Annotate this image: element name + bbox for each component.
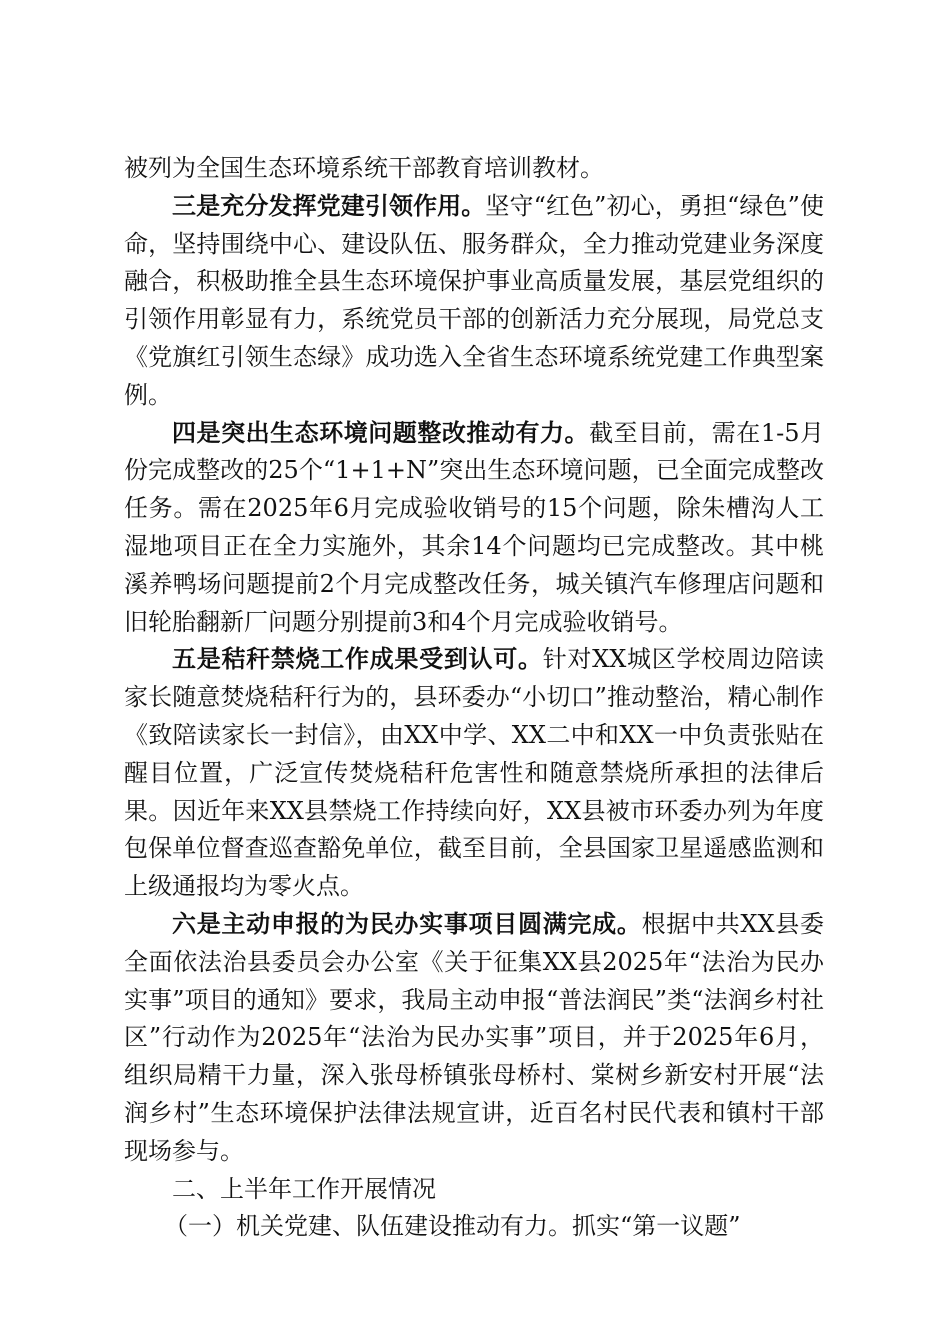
- section-heading: 二、上半年工作开展情况: [172, 1174, 436, 1203]
- document-body: [124, 150, 824, 1246]
- item-lead-6: 六是主动申报的为民办实事项目圆满完成。: [172, 909, 642, 938]
- subsection-heading: （一）机关党建、队伍建设推动有力。抓实“第一议题”: [164, 1212, 741, 1241]
- item-body-6: 根据中共XX县委全面依法治县委员会办公室《关于征集XX县2025年“法治为民办实事”项目的通知》要求，我局主动申报“普法润民”类“法润乡村社区”行动作为2025年“法治为民办实事”项目，并于2025年6月，组织局精干力量，深入张母桥镇张母桥村、棠树乡新安村开展“法润乡村”生态环境保护法律法规宣讲，近百名村民代表和镇村干部现场参与。: [124, 909, 825, 1165]
- item-lead-3: 三是充分发挥党建引领作用。: [172, 191, 486, 220]
- item-paragraph-3: [124, 188, 824, 415]
- item-body-5: 针对XX城区学校周边陪读家长随意焚烧秸秆行为的，县环委办“小切口”推动整治，精心制作《致陪读家长一封信》，由XX中学、XX二中和XX一中负责张贴在醒目位置，广泛宣传焚烧秸秆危害性和随意禁烧所承担的法律后果。因近年来XX县禁烧工作持续向好，XX县被市环委办列为年度包保单位督查巡查豁免单位，截至目前，全县国家卫星遥感监测和上级通报均为零火点。: [124, 645, 825, 901]
- continuation-paragraph: 被列为全国生态环境系统干部教育培训教材。: [124, 154, 604, 182]
- item-body-4: 截至目前，需在1-5月份完成整改的25个“1+1+N”突出生态环境问题，已全面完成整改任务。需在2025年6月完成验收销号的15个问题，除朱槽沟人工湿地项目正在全力实施外，其余14个问题均已完成整改。其中桃溪养鸭场问题提前2个月完成整改任务，城关镇汽车修理店问题和旧轮胎翻新厂问题分别提前3和4个月完成验收销号。: [124, 418, 824, 636]
- item-lead-5: 五是秸秆禁烧工作成果受到认可。: [172, 645, 543, 674]
- item-paragraph-4: [124, 415, 824, 642]
- item-paragraph-5: [124, 641, 824, 906]
- item-lead-4: 四是突出生态环境问题整改推动有力。: [172, 418, 590, 447]
- item-paragraph-6: [124, 906, 824, 1171]
- item-body-3: 坚守“红色”初心，勇担“绿色”使命，坚持围绕中心、建设队伍、服务群众，全力推动党建业务深度融合，积极助推全县生态环境保护事业高质量发展，基层党组织的引领作用彰显有力，系统党员干部的创新活力充分展现，局党总支《党旗红引领生态绿》成功选入全省生态环境系统党建工作典型案例。: [124, 191, 825, 409]
